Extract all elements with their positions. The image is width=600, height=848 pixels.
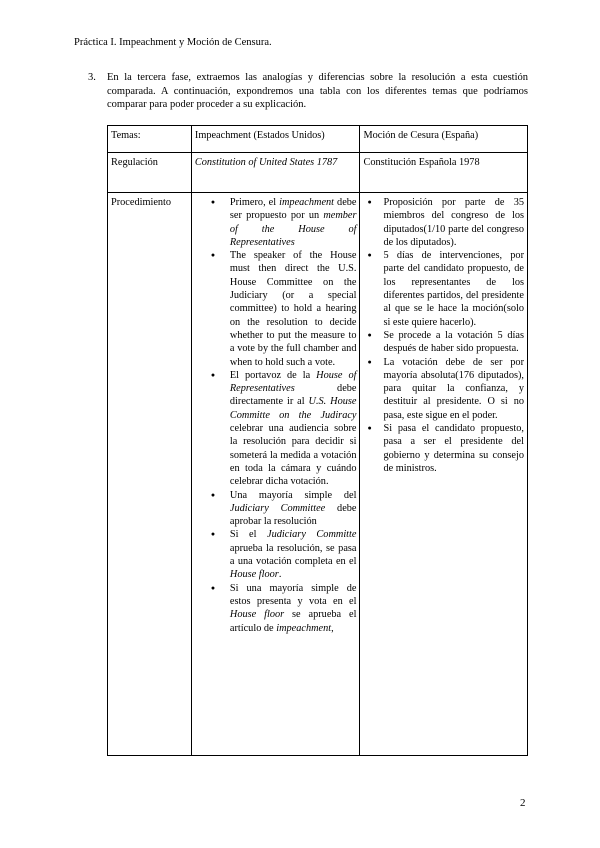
list-item: ● Si una mayoría simple de estos presenta y vota en el House floor se aprueba el artículo de impeachment,: [195, 582, 357, 635]
comparison-table: [107, 125, 528, 756]
list-item: ● Una mayoría simple del Judiciary Committee debe aprobar la resolución: [195, 489, 357, 529]
intro-paragraph: [88, 71, 528, 112]
es-procedure-list: [363, 196, 524, 475]
page-number: 2: [520, 797, 526, 809]
header-cell-temas: Temas:: [108, 126, 192, 153]
list-item: ● 5 días de intervenciones, por parte del candidato propuesto, de los representantes de los diferentes partidos, del presidente al que se le hace la moción(solo si este quiere hacerlo).: [363, 249, 524, 329]
us-procedure-cell: [191, 193, 360, 756]
header-cell-mocion: Moción de Cesura (España): [360, 126, 528, 153]
list-item: ● Si el Judiciary Committe aprueba la resolución, se pasa a una votación completa en el House floor.: [195, 528, 357, 581]
table-row-regulacion: [108, 153, 528, 193]
page-header: Práctica I. Impeachment y Moción de Censura.: [74, 37, 272, 48]
us-regulation: [191, 153, 360, 193]
list-item: ● La votación debe de ser por mayoría absoluta(176 diputados), para quitar la confianza, y destituir al presidente. O si no pasa, este sigue en el poder.: [363, 356, 524, 422]
table-header-row: [108, 126, 528, 153]
row-label-regulacion: Regulación: [108, 153, 192, 193]
list-item: ● Si pasa el candidato propuesto, pasa a ser el presidente del gobierno y determina su consejo de ministros.: [363, 422, 524, 475]
es-regulation: Constitución Española 1978: [360, 153, 528, 193]
list-item: ● El portavoz de la House of Representatives debe directamente ir al U.S. House Committe on the Judiracy celebrar una audiencia sobre la resolución para decidir si someterá la medida a votación en toda la cámara y cuándo celebrar dicha votación.: [195, 369, 357, 489]
list-item: ● Primero, el impeachment debe ser propuesto por un member of the House of Representatives: [195, 196, 357, 249]
us-procedure-list: [195, 196, 357, 635]
list-item: ● Proposición por parte de 35 miembros del congreso de los diputados(1/10 parte del congreso de los diputados).: [363, 196, 524, 249]
us-regulation-text: Constitution of United States 1787: [194, 157, 338, 168]
row-label-procedimiento: Procedimiento: [108, 193, 192, 756]
es-procedure-cell: [360, 193, 528, 756]
list-item: ● Se procede a la votación 5 días después de haber sido propuesta.: [363, 329, 524, 356]
list-item: ● The speaker of the House must then direct the U.S. House Committee on the Judiciary (or a special committee) to hold a hearing on the resolution to decide whether to put the measure to a vote by the full chamber and when to hold such a vote.: [195, 249, 357, 369]
table-row-procedimiento: [108, 193, 528, 756]
intro-text: En la tercera fase, extraemos las analogías y diferencias sobre la resolución a esta cuestión comparada. A continuación, expondremos una tabla con los diferentes temas que podríamos comparar para poder proceder a su explicación.: [107, 72, 528, 110]
header-cell-impeachment: Impeachment (Estados Unidos): [191, 126, 360, 153]
list-number: 3.: [88, 72, 96, 83]
